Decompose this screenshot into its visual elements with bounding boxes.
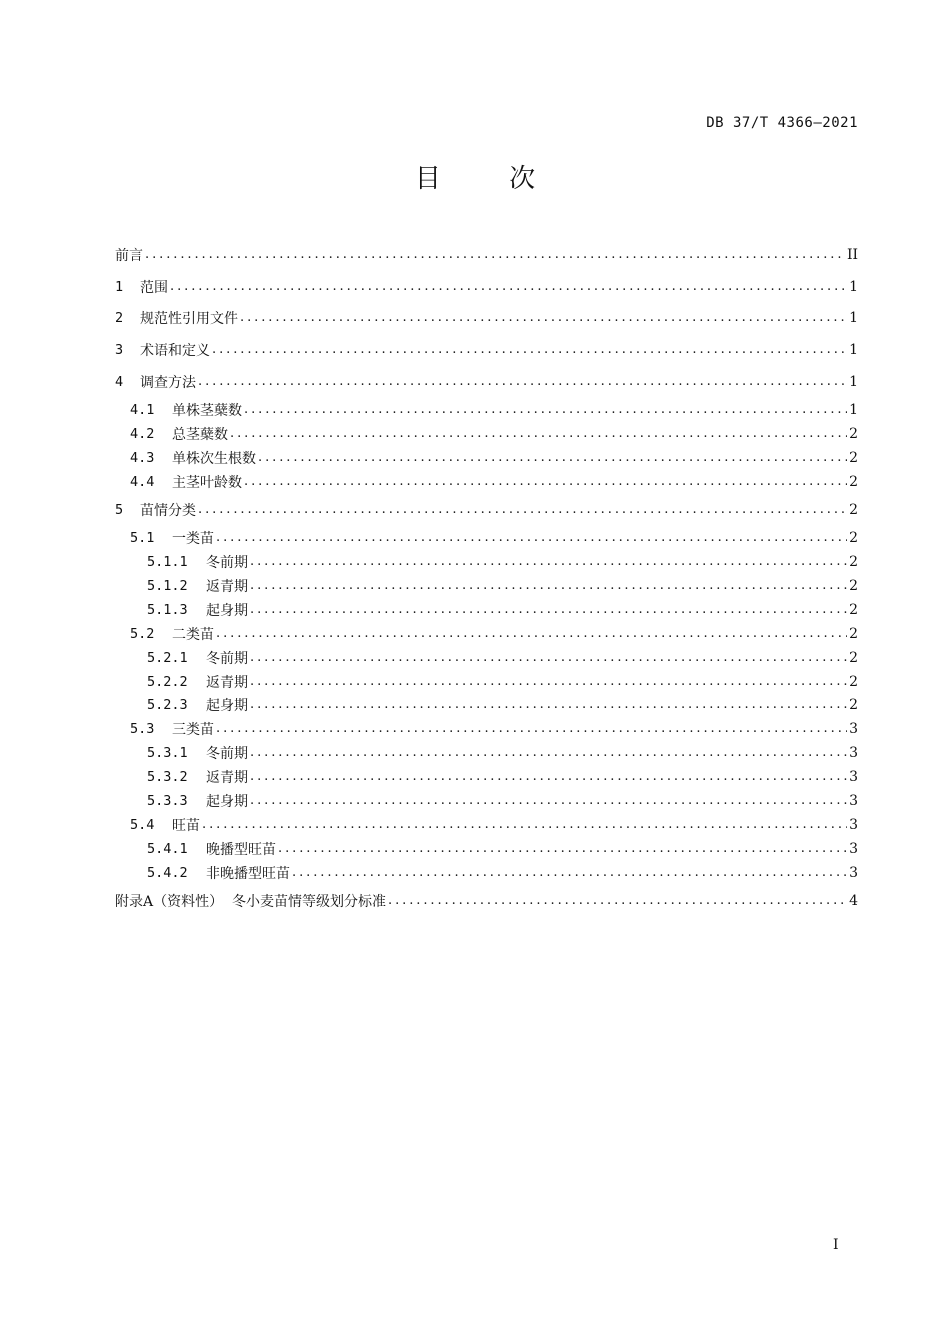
toc-entry-5-2-3[interactable] — [115, 695, 858, 715]
toc-entry-4-3[interactable] — [115, 448, 858, 468]
toc-page: 1 — [849, 342, 858, 358]
toc-number: 5.1.1 — [147, 554, 188, 570]
toc-label: 返青期 — [206, 770, 248, 786]
toc-page: 2 — [849, 674, 858, 690]
toc-entry-5-1[interactable] — [115, 528, 858, 548]
toc-leader — [202, 815, 847, 835]
toc-leader — [250, 576, 847, 596]
toc-entry-5-3-2[interactable] — [115, 767, 858, 787]
toc-label: 前言 — [115, 248, 143, 264]
toc-label: 旺苗 — [172, 818, 200, 834]
toc-number: 3 — [115, 342, 124, 358]
toc-leader — [198, 372, 847, 392]
toc-label: 单株次生根数 — [172, 451, 256, 467]
toc-number: 5.1.3 — [147, 602, 188, 618]
toc-page: 2 — [849, 426, 858, 442]
toc-number: 5.3 — [130, 721, 155, 737]
toc-entry-3[interactable] — [115, 340, 858, 360]
toc-entry-5-2-1[interactable] — [115, 648, 858, 668]
toc-number: 5.1.2 — [147, 578, 188, 594]
toc-leader — [216, 719, 847, 739]
toc-number: 5.3.3 — [147, 793, 188, 809]
toc-leader — [292, 863, 847, 883]
toc-label: 返青期 — [206, 675, 248, 691]
toc-page: 1 — [849, 310, 858, 326]
toc-page: 3 — [849, 865, 858, 881]
toc-leader — [250, 600, 847, 620]
toc-entry-4[interactable] — [115, 372, 858, 392]
toc-entry-1[interactable] — [115, 277, 858, 297]
toc-label: 三类苗 — [172, 722, 214, 738]
toc-page: 2 — [849, 602, 858, 618]
toc-number: 5.4 — [130, 817, 155, 833]
toc-number: 5.1 — [130, 530, 155, 546]
document-code: DB 37/T 4366—2021 — [706, 115, 858, 131]
toc-page: 4 — [849, 893, 858, 909]
toc-leader — [250, 672, 847, 692]
toc-number: 2 — [115, 310, 124, 326]
toc-page: 2 — [849, 474, 858, 490]
toc-number: 1 — [115, 279, 124, 295]
toc-label: 冬前期 — [206, 651, 248, 667]
toc-label: 起身期 — [206, 794, 248, 810]
toc-leader — [258, 448, 847, 468]
toc-leader — [170, 277, 847, 297]
toc-leader — [244, 472, 847, 492]
toc-page: 3 — [849, 841, 858, 857]
toc-label: 返青期 — [206, 579, 248, 595]
toc-label: 规范性引用文件 — [140, 311, 238, 327]
toc-entry-5-3-3[interactable] — [115, 791, 858, 811]
toc-number: 5 — [115, 502, 124, 518]
toc-label: 附录A（资料性） 冬小麦苗情等级划分标准 — [115, 894, 387, 910]
toc-page: 3 — [849, 817, 858, 833]
toc-leader — [250, 552, 847, 572]
toc-number: 5.2 — [130, 626, 155, 642]
toc-number: 5.2.1 — [147, 650, 188, 666]
toc-label: 非晚播型旺苗 — [206, 866, 290, 882]
toc-label: 起身期 — [206, 698, 248, 714]
toc-entry-5-4-2[interactable] — [115, 863, 858, 883]
toc-page: 2 — [849, 578, 858, 594]
toc-label: 冬前期 — [206, 746, 248, 762]
toc-leader — [250, 743, 847, 763]
toc-label: 单株茎蘖数 — [172, 403, 242, 419]
toc-number: 4.1 — [130, 402, 155, 418]
toc-entry-5[interactable] — [115, 500, 858, 520]
toc-page: 2 — [849, 650, 858, 666]
toc-label: 调查方法 — [140, 375, 196, 391]
toc-leader — [278, 839, 847, 859]
toc-number: 5.2.2 — [147, 674, 188, 690]
toc-entry-foreword[interactable] — [115, 245, 858, 265]
toc-entry-5-1-3[interactable] — [115, 600, 858, 620]
page-title: 目 次 — [414, 164, 566, 194]
toc-label: 晚播型旺苗 — [206, 842, 276, 858]
toc-leader — [388, 891, 847, 911]
toc-entry-5-1-2[interactable] — [115, 576, 858, 596]
toc-page: 1 — [849, 374, 858, 390]
toc-label: 二类苗 — [172, 627, 214, 643]
toc-entry-5-3-1[interactable] — [115, 743, 858, 763]
toc-page: 3 — [849, 745, 858, 761]
toc-leader — [250, 648, 847, 668]
toc-page: 2 — [849, 450, 858, 466]
toc-number: 5.4.2 — [147, 865, 188, 881]
toc-label: 总茎蘖数 — [172, 427, 228, 443]
toc-entry-5-2[interactable] — [115, 624, 858, 644]
toc-page: 3 — [849, 721, 858, 737]
toc-entry-5-4-1[interactable] — [115, 839, 858, 859]
toc-leader — [230, 424, 847, 444]
toc-number: 5.2.3 — [147, 697, 188, 713]
toc-page: II — [846, 247, 858, 263]
toc-entry-4-1[interactable] — [115, 400, 858, 420]
toc-leader — [198, 500, 847, 520]
toc-entry-5-1-1[interactable] — [115, 552, 858, 572]
toc-entry-5-4[interactable] — [115, 815, 858, 835]
toc-number: 4 — [115, 374, 124, 390]
toc-page: 2 — [849, 554, 858, 570]
toc-page: 2 — [849, 502, 858, 518]
toc-entry-5-2-2[interactable] — [115, 672, 858, 692]
toc-leader — [216, 528, 847, 548]
toc-entry-2[interactable] — [115, 308, 858, 328]
toc-number: 5.3.2 — [147, 769, 188, 785]
toc-number: 4.3 — [130, 450, 155, 466]
toc-leader — [250, 695, 847, 715]
page-number: I — [833, 1237, 839, 1253]
toc-page: 2 — [849, 530, 858, 546]
toc-entry-5-3[interactable] — [115, 719, 858, 739]
toc-page: 1 — [849, 279, 858, 295]
toc-leader — [244, 400, 847, 420]
toc-entry-appendix-a[interactable] — [115, 891, 858, 911]
toc-page: 3 — [849, 793, 858, 809]
toc-number: 4.2 — [130, 426, 155, 442]
toc-number: 5.3.1 — [147, 745, 188, 761]
toc-label: 冬前期 — [206, 555, 248, 571]
toc-number: 4.4 — [130, 474, 155, 490]
toc-leader — [145, 245, 845, 265]
toc-number: 5.4.1 — [147, 841, 188, 857]
toc-leader — [250, 791, 847, 811]
toc-leader — [240, 308, 847, 328]
toc-page: 2 — [849, 697, 858, 713]
toc-entry-4-2[interactable] — [115, 424, 858, 444]
toc-label: 苗情分类 — [140, 503, 196, 519]
toc-leader — [216, 624, 847, 644]
toc-page: 1 — [849, 402, 858, 418]
toc-page: 2 — [849, 626, 858, 642]
toc-label: 一类苗 — [172, 531, 214, 547]
toc-leader — [212, 340, 847, 360]
toc-leader — [250, 767, 847, 787]
toc-label: 术语和定义 — [140, 343, 210, 359]
toc-entry-4-4[interactable] — [115, 472, 858, 492]
toc-page: 3 — [849, 769, 858, 785]
toc-label: 主茎叶龄数 — [172, 475, 242, 491]
toc-label: 范围 — [140, 280, 168, 296]
toc-label: 起身期 — [206, 603, 248, 619]
